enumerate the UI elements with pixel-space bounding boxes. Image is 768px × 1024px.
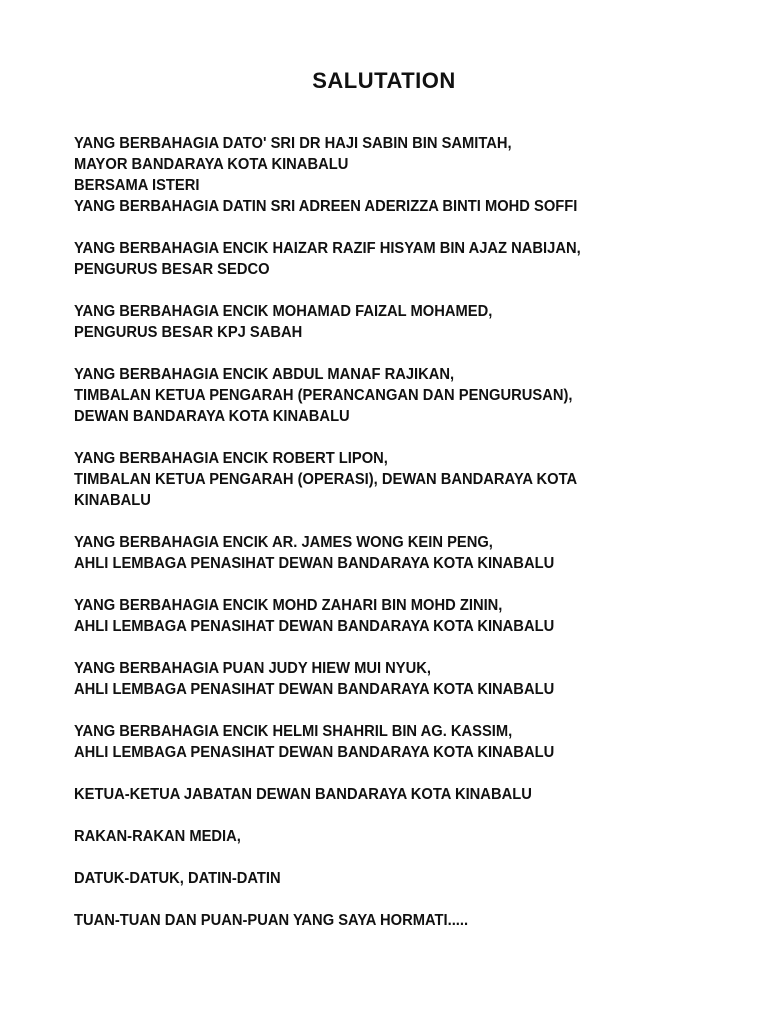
salutation-line: DATUK-DATUK, DATIN-DATIN [74,870,281,887]
document-title: SALUTATION [312,68,456,93]
salutation-block [74,826,682,847]
salutation-line: YANG BERBAHAGIA ENCIK ABDUL MANAF RAJIKAN, [74,366,455,383]
salutation-block [74,910,682,931]
salutation-line: MAYOR BANDARAYA KOTA KINABALU [74,156,349,173]
salutation-line: AHLI LEMBAGA PENASIHAT DEWAN BANDARAYA KOTA KINABALU [74,744,555,761]
salutation-block [74,595,682,637]
salutation-list [74,133,682,952]
salutation-block [74,133,682,217]
salutation-line: RAKAN-RAKAN MEDIA, [74,828,241,845]
salutation-line: TIMBALAN KETUA PENGARAH (OPERASI), DEWAN BANDARAYA KOTA [74,471,578,488]
salutation-line: YANG BERBAHAGIA DATO' SRI DR HAJI SABIN BIN SAMITAH, [74,135,512,152]
salutation-block [74,868,682,889]
salutation-line: AHLI LEMBAGA PENASIHAT DEWAN BANDARAYA KOTA KINABALU [74,618,555,635]
salutation-line: TIMBALAN KETUA PENGARAH (PERANCANGAN DAN PENGURUSAN), [74,387,573,404]
salutation-line: BERSAMA ISTERI [74,177,200,194]
salutation-line: AHLI LEMBAGA PENASIHAT DEWAN BANDARAYA KOTA KINABALU [74,681,555,698]
salutation-block [74,721,682,763]
salutation-line: AHLI LEMBAGA PENASIHAT DEWAN BANDARAYA KOTA KINABALU [74,555,555,572]
salutation-line: PENGURUS BESAR KPJ SABAH [74,324,303,341]
salutation-line: PENGURUS BESAR SEDCO [74,261,270,278]
salutation-block [74,364,682,427]
salutation-line: YANG BERBAHAGIA ENCIK AR. JAMES WONG KEIN PENG, [74,534,493,551]
salutation-block [74,301,682,343]
salutation-line: YANG BERBAHAGIA DATIN SRI ADREEN ADERIZZA BINTI MOHD SOFFI [74,198,578,215]
salutation-line: YANG BERBAHAGIA ENCIK MOHD ZAHARI BIN MOHD ZININ, [74,597,503,614]
salutation-line: YANG BERBAHAGIA ENCIK MOHAMAD FAIZAL MOHAMED, [74,303,493,320]
salutation-line: TUAN-TUAN DAN PUAN-PUAN YANG SAYA HORMATI..... [74,912,469,929]
salutation-line: YANG BERBAHAGIA ENCIK HAIZAR RAZIF HISYAM BIN AJAZ NABIJAN, [74,240,581,257]
salutation-block [74,532,682,574]
salutation-line: YANG BERBAHAGIA ENCIK ROBERT LIPON, [74,450,388,467]
salutation-line: KETUA-KETUA JABATAN DEWAN BANDARAYA KOTA KINABALU [74,786,532,803]
salutation-block [74,238,682,280]
salutation-block [74,784,682,805]
salutation-line: KINABALU [74,492,151,509]
salutation-block [74,658,682,700]
salutation-line: DEWAN BANDARAYA KOTA KINABALU [74,408,350,425]
salutation-line: YANG BERBAHAGIA PUAN JUDY HIEW MUI NYUK, [74,660,431,677]
salutation-line: YANG BERBAHAGIA ENCIK HELMI SHAHRIL BIN AG. KASSIM, [74,723,513,740]
salutation-block [74,448,682,511]
